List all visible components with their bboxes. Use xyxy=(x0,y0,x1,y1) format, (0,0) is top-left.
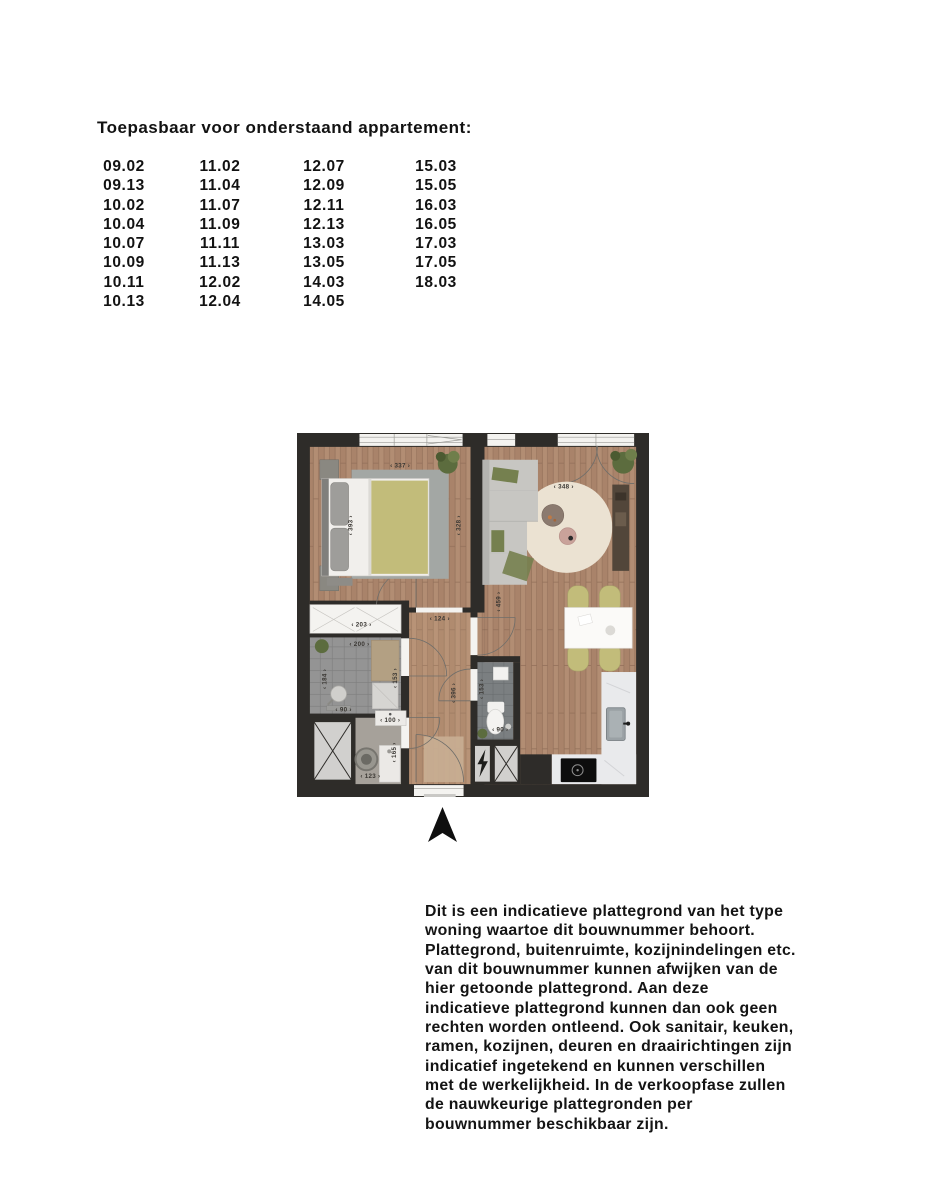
dim-wardrobe-width: ‹ 203 › xyxy=(351,621,372,629)
dim-corridor-width: ‹ 124 › xyxy=(429,615,450,623)
dim-toilet-depth: ‹ 153 › xyxy=(478,678,486,699)
plant-icon xyxy=(477,729,487,739)
dim-hall-length: ‹ 396 › xyxy=(450,682,458,703)
bed-bench xyxy=(327,578,353,586)
dim-bed-length: ‹ 393 › xyxy=(347,515,355,536)
apartment-column-3: 12.07 12.09 12.11 12.13 13.03 13.05 14.03 14.05 xyxy=(303,158,345,311)
disclaimer-text: Dit is een indicatieve plattegrond van het type woning waartoe dit bouwnummer behoort. Plattegrond, buitenruimte, kozijnindelingen etc. van dit bouwnummer kunnen afwijken van de hier getoonde plattegrond. Aan deze indicatieve plattegrond kunnen dan ook geen rechten worden ontleend. Ook sanitair, keuken, ramen, kozijnen, deuren en draairichtingen zijn indicatief ingetekend en kunnen verschillen met de werkelijkheid. In de verkoopfase zullen de nauwkeurige plattegronden per bouwnummer beschikbaar zijn. xyxy=(425,903,796,1133)
dim-living-rug: ‹ 348 › xyxy=(553,483,574,491)
apartment-column-2: 11.02 11.04 11.07 11.09 11.11 11.13 12.02 12.04 xyxy=(199,158,241,311)
north-arrow-icon xyxy=(428,807,457,842)
tv-cabinet xyxy=(612,485,629,571)
dim-bedroom-width: ‹ 337 › xyxy=(390,462,411,470)
dim-toilet-width: ‹ 90 › xyxy=(492,726,509,734)
dining-table xyxy=(565,608,632,649)
dim-bedroom-depth: ‹ 328 › xyxy=(455,515,463,536)
bed xyxy=(322,479,429,576)
dim-bathroom-right: ‹ 153 › xyxy=(392,667,400,689)
dim-living-depth: ‹ 459 › xyxy=(495,591,503,612)
apartment-column-4: 15.03 15.05 16.03 16.05 17.03 17.05 18.03 xyxy=(415,158,457,291)
dim-bathroom-left: ‹ 184 › xyxy=(321,668,329,690)
plant-icon xyxy=(315,639,329,653)
faucet-icon xyxy=(626,722,630,726)
hand-basin xyxy=(493,667,508,680)
wardrobe xyxy=(310,605,401,634)
nightstand xyxy=(320,460,339,480)
page-title: Toepasbaar voor onderstaand appartement: xyxy=(97,118,472,137)
dim-washer-width: ‹ 123 › xyxy=(360,773,381,781)
dim-utility-depth: ‹ 165 › xyxy=(391,742,399,763)
dim-shower-width: ‹ 90 › xyxy=(335,706,352,714)
floorplan-image xyxy=(297,433,649,797)
dim-utility-counter: ‹ 100 › xyxy=(380,717,401,725)
dim-bathroom-width: ‹ 200 › xyxy=(349,641,370,649)
cooktop xyxy=(561,758,597,782)
apartment-column-1: 09.02 09.13 10.02 10.04 10.07 10.09 10.11 10.13 xyxy=(103,158,145,311)
